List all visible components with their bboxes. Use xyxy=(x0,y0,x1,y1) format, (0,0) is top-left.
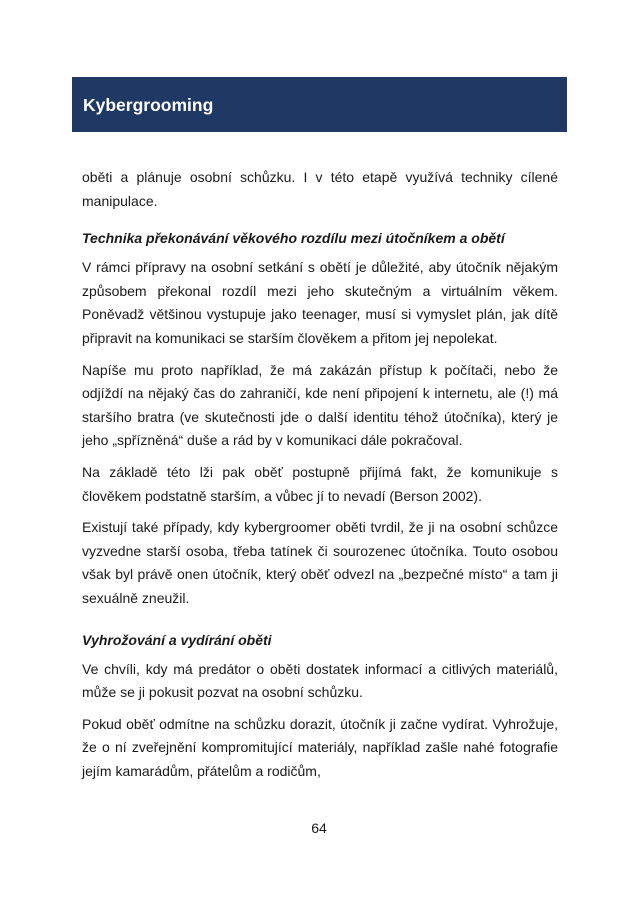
page-content xyxy=(82,166,558,791)
page-number: 64 xyxy=(311,820,327,836)
paragraph-3: Napíše mu proto například, že má zakázán přístup k počítači, nebo že odjíždí na nějaký čas do zahraničí, kde není připojení k internetu, ale (!) má staršího bratra (ve skutečnosti jde o další identitu téhož útočníka), který je jeho „spřízněná“ duše a rád by v komunikaci dále pokračoval. xyxy=(82,361,558,449)
paragraph-4: Na základě této lži pak oběť postupně přijímá fakt, že komunikuje s člověkem podstatně starším, a vůbec jí to nevadí (Berson 2002). xyxy=(82,463,558,504)
paragraph-1: oběti a plánuje osobní schůzku. I v této etapě využívá techniky cílené manipulace. xyxy=(82,169,558,209)
chapter-title: Kybergrooming xyxy=(83,94,214,115)
paragraph-7: Pokud oběť odmítne na schůzku dorazit, útočník ji začne vydírat. Vyhrožuje, že o ní zveřejnění kompromitující materiály, například zašle nahé fotografie jejím kamarádům, přátelům a rodičům, xyxy=(82,715,558,779)
paragraph-2: V rámci přípravy na osobní setkání s obětí je důležité, aby útočník nějakým způsobem překonal rozdíl mezi jeho skutečným a virtuálním věkem. Poněvadž většinou vystupuje jako teenager, musí si vymyslet plán, jak dítě připravit na komunikaci se starším člověkem a přitom jej nepolekat. xyxy=(82,259,558,346)
chapter-header-band xyxy=(72,77,567,132)
section-heading-2: Vyhrožování a vydírání oběti xyxy=(82,631,272,648)
paragraph-5: Existují také případy, kdy kybergroomer oběti tvrdil, že ji na osobní schůzce vyzvedne starší osoba, třeba tatínek či sourozenec útočníka. Touto osobou však byl právě onen útočník, který oběť odvezl na „bezpečné místo“ a tam ji sexuálně zneužil. xyxy=(82,519,558,606)
section-heading-1: Technika překonávání věkového rozdílu mezi útočníkem a obětí xyxy=(82,230,505,247)
paragraph-6: Ve chvíli, kdy má predátor o oběti dostatek informací a citlivých materiálů, může se ji pokusit pozvat na osobní schůzku. xyxy=(82,660,558,701)
